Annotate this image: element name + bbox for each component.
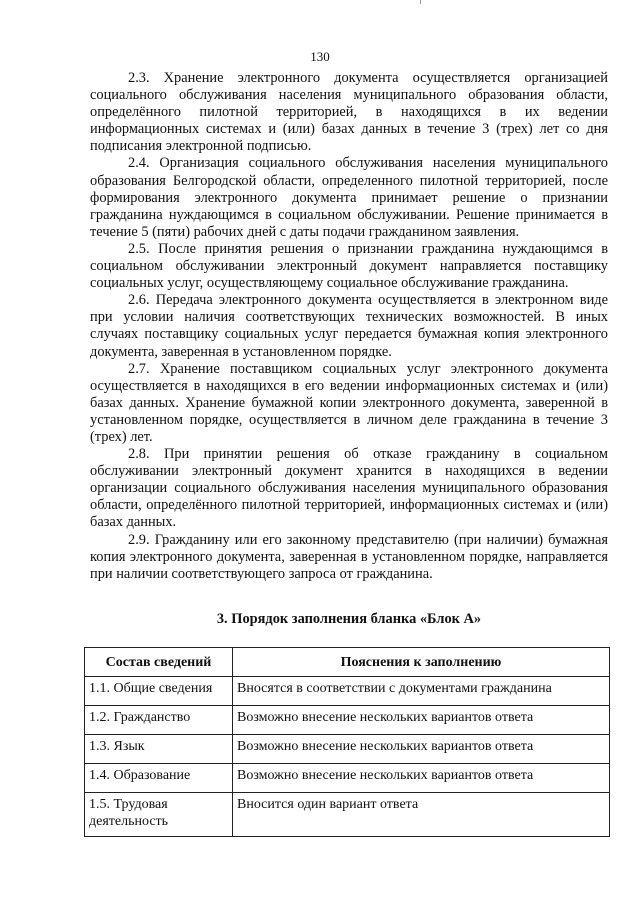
paragraph-2-4: 2.4. Организация социального обслуживания населения муниципального образования Белгородской области, определенного пилотной территорией, после формирования электронного документа принимает решение о признании гражданина нуждающимся в социальном обслуживании. Решение принимается в течение 5 (пяти) рабочих дней с даты подачи гражданином заявления. bbox=[90, 155, 608, 240]
table-row bbox=[85, 764, 610, 793]
scan-mark bbox=[420, 0, 421, 4]
section-heading: 3. Порядок заполнения бланка «Блок А» bbox=[216, 611, 482, 627]
paragraph-2-5: 2.5. После принятия решения о признании гражданина нуждающимся в социальном обслуживании электронный документ направляется поставщику социальных услуг, осуществляющему социальное обслуживание гражданина. bbox=[90, 240, 608, 292]
table-cell-item: 1.5. Трудовая деятельность bbox=[85, 793, 233, 837]
table-cell-note: Возможно внесение нескольких вариантов ответа bbox=[233, 706, 610, 735]
table-cell-item: 1.3. Язык bbox=[85, 735, 233, 764]
paragraph-2-9: 2.9. Гражданину или его законному представителю (при наличии) бумажная копия электронного документа, заверенная в установленном порядке, направляется при наличии соответствующего запроса от гражданина. bbox=[90, 531, 608, 582]
table-cell-note: Вносится один вариант ответа bbox=[233, 793, 610, 837]
table-cell-note: Возможно внесение нескольких вариантов ответа bbox=[233, 735, 610, 764]
table-row bbox=[85, 793, 610, 837]
block-a-table bbox=[84, 647, 610, 837]
column-header-composition: Состав сведений bbox=[85, 648, 233, 677]
table-row bbox=[85, 677, 610, 706]
body-text bbox=[90, 70, 608, 583]
table-cell-note: Вносятся в соответствии с документами гражданина bbox=[233, 677, 610, 706]
table-cell-item: 1.1. Общие сведения bbox=[85, 677, 233, 706]
paragraph-2-7: 2.7. Хранение поставщиком социальных услуг электронного документа осуществляется в находящихся в его ведении информационных системах и (или) базах данных. Хранение бумажной копии электронного документа, заверенной в установленном порядке, осуществляется в личном деле гражданина в течение 3 (трех) лет. bbox=[90, 360, 608, 445]
paragraph-2-3: 2.3. Хранение электронного документа осуществляется организацией социального обслуживания населения муниципального образования области, определённого пилотной территорией, в находящихся в их ведении информационных системах и (или) базах данных в течение 3 (трех) лет со дня подписания электронной подписью. bbox=[90, 70, 608, 155]
table-cell-item: 1.2. Гражданство bbox=[85, 706, 233, 735]
table-row bbox=[85, 706, 610, 735]
table-cell-note: Возможно внесение нескольких вариантов ответа bbox=[233, 764, 610, 793]
table-cell-item: 1.4. Образование bbox=[85, 764, 233, 793]
table-row bbox=[85, 735, 610, 764]
column-header-explanation: Пояснения к заполнению bbox=[233, 648, 610, 677]
paragraph-2-8: 2.8. При принятии решения об отказе гражданину в социальном обслуживании электронный документ хранится в находящихся в ведении организации социального обслуживания населения муниципального образования области, определённого пилотной территорией, информационных системах и (или) базах данных. bbox=[90, 446, 608, 531]
page-number: 130 bbox=[310, 49, 330, 64]
table-header-row bbox=[85, 648, 610, 677]
paragraph-2-6: 2.6. Передача электронного документа осуществляется в электронном виде при условии наличия соответствующих технических возможностей. В иных случаях поставщику социальных услуг передается бумажная копия электронного документа, заверенная в установленном порядке. bbox=[90, 292, 608, 360]
